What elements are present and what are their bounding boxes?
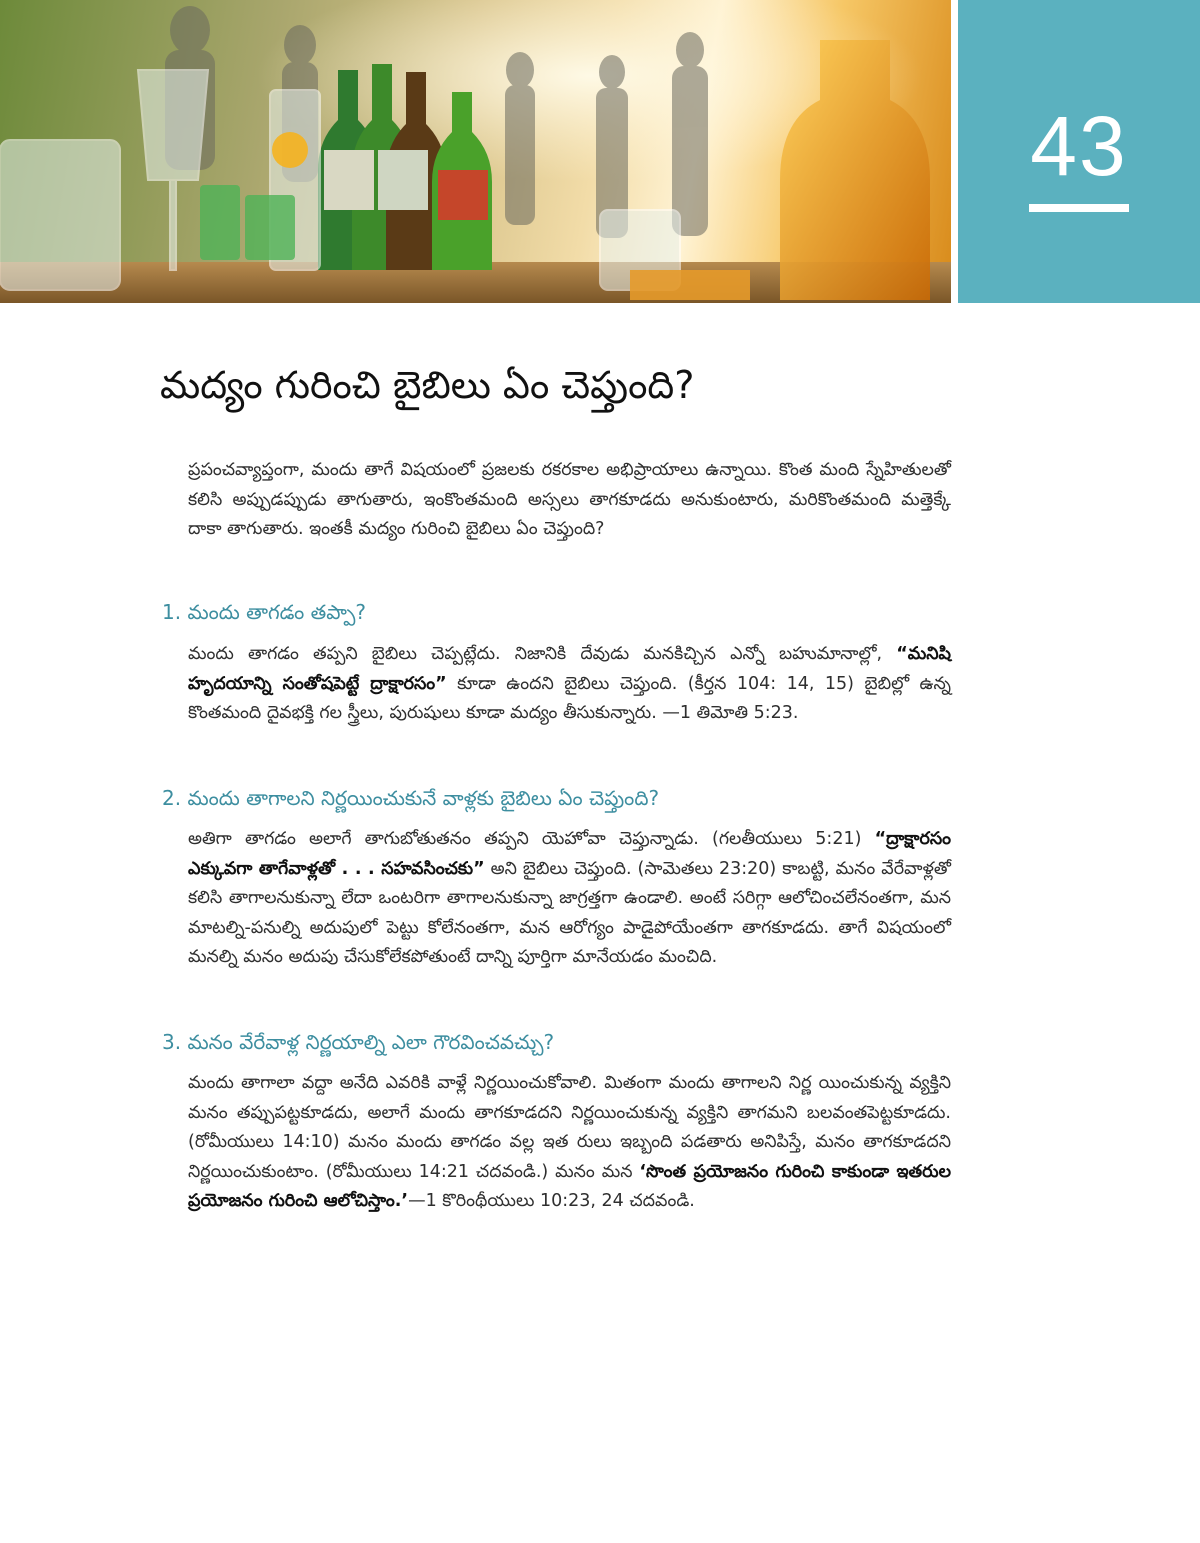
section-2-text-end: అని బైబిలు చెప్తుంది. (సామెతలు 23:20) కాబట్టి, మనం వేరేవాళ్లతో కలిసి తాగాలనుకున్నా లేదా ఒంటరిగా తాగాలనుకున్నా జాగ్రత్తగా ఉండాలి. అంటే సరిగ్గా ఆలోచించలేనంతగా, మన మాటల్ని-పనుల్ని అదుపులో పెట్టు కోలేనంతగా, మన ఆరోగ్యం పాడైపోయేంతగా తాగకూడదు. తాగే విషయంలో మనల్ని మనం అదుపు చేసుకోలేకపోతుంటే దాన్ని పూర్తిగా మానేయడం మంచిది. bbox=[188, 858, 951, 967]
hero-illustration bbox=[0, 0, 951, 303]
section-3-text-end: —1 కొరింథీయులు 10:23, 24 చదవండి. bbox=[408, 1191, 695, 1211]
section-3-bold-quote: ‘సొంత ప్రయోజనం గురించి కాకుండా ఇతరుల ప్రయోజనం గురించి ఆలోచిస్తాం.’ bbox=[188, 1161, 951, 1211]
section-1-bold-quote: “మనిషి హృదయాన్ని సంతోషపెట్టే ద్రాక్షారసం” bbox=[188, 644, 951, 694]
lesson-number-block bbox=[958, 0, 1200, 303]
lesson-number-underline bbox=[1029, 204, 1129, 212]
section-2-text-start: అతిగా తాగడం అలాగే తాగుబోతుతనం తప్పని యెహోవా చెప్తున్నాడు. (గలతీయులు 5:21) bbox=[188, 829, 875, 849]
section-3-text-start: మందు తాగాలా వద్దా అనేది ఎవరికి వాళ్లే నిర్ణయించుకోవాలి. మితంగా మందు తాగాలని నిర్ణ యించుకున్న వ్యక్తిని మనం తప్పుపట్టకూడదు, అలాగే మందు తాగకూడదని నిర్ణయించుకున్న వ్యక్తిని తాగమని బలవంతపెట్టకూడదు. (రోమీయులు 14:10) మనం మందు తాగడం వల్ల ఇత రులు ఇబ్బంది పడతారు అనిపిస్తే, మనం తాగకూడదని నిర్ణయించుకుంటాం. (రోమీయులు 14:21 చదవండి.) మనం మన bbox=[188, 1073, 951, 1182]
question-1-heading: 1. మందు తాగడం తప్పా? bbox=[162, 600, 366, 624]
section-1-text-end: కూడా ఉందని బైబిలు చెప్తుంది. (కీర్తన 104: 14, 15) బైబిల్లో ఉన్న కొంతమంది దైవభక్తి గల స్త్రీలు, పురుషులు కూడా మద్యం తీసుకున్నారు. —1 తిమోతి 5:23. bbox=[188, 673, 951, 723]
hero-photo bbox=[0, 0, 951, 303]
lesson-title: మద్యం గురించి బైబిలు ఏం చెప్తుంది? bbox=[160, 363, 695, 407]
section-1-paragraph bbox=[188, 640, 951, 729]
question-2-heading: 2. మందు తాగాలని నిర్ణయించుకునే వాళ్లకు బైబిలు ఏం చెప్తుంది? bbox=[162, 786, 660, 810]
intro-paragraph: ప్రపంచవ్యాప్తంగా, మందు తాగే విషయంలో ప్రజలకు రకరకాల అభిప్రాయాలు ఉన్నాయి. కొంత మంది స్నేహితులతో కలిసి అప్పుడప్పుడు తాగుతారు, ఇంకొంతమంది అస్సలు తాగకూడదు అనుకుంటారు, మరికొంతమంది మత్తెక్కే దాకా తాగుతారు. ఇంతకీ మద్యం గురించి బైబిలు ఏం చెప్తుంది? bbox=[188, 460, 951, 539]
lesson-number: 43 bbox=[1030, 99, 1128, 193]
question-3-heading: 3. మనం వేరేవాళ్ల నిర్ణయాల్ని ఎలా గౌరవించవచ్చు? bbox=[162, 1030, 555, 1054]
section-1-text-start: మందు తాగడం తప్పని బైబిలు చెప్పట్లేదు. నిజానికి దేవుడు మనకిచ్చిన ఎన్నో బహుమానాల్లో, bbox=[188, 644, 897, 664]
section-3-paragraph bbox=[188, 1069, 951, 1217]
section-2-bold-quote: “ద్రాక్షారసం ఎక్కువగా తాగేవాళ్లతో . . . సహవసించకు” bbox=[188, 829, 951, 879]
section-2-paragraph bbox=[188, 825, 951, 973]
